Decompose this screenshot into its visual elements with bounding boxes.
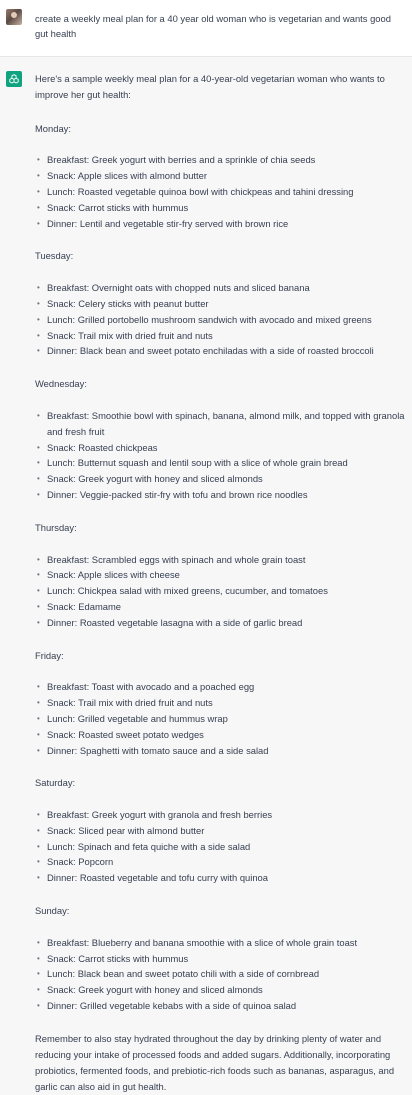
list-item: • Breakfast: Greek yogurt with berries and a sprinkle of chia seeds <box>35 152 407 168</box>
list-item: • Breakfast: Scrambled eggs with spinach and whole grain toast <box>35 552 407 568</box>
day-heading: Sunday: <box>35 905 70 917</box>
list-item: • Dinner: Roasted vegetable and tofu curry with quinoa <box>35 870 407 886</box>
day-heading: Thursday: <box>35 521 77 533</box>
list-item: • Snack: Roasted chickpeas <box>35 440 407 456</box>
list-item: • Lunch: Spinach and feta quiche with a side salad <box>35 839 407 855</box>
list-item: • Snack: Greek yogurt with honey and sliced almonds <box>35 982 407 998</box>
list-item: • Dinner: Spaghetti with tomato sauce and a side salad <box>35 743 407 759</box>
list-item: • Lunch: Black bean and sweet potato chili with a side of cornbread <box>35 966 407 982</box>
meal-list <box>35 408 407 503</box>
assistant-intro: Here's a sample weekly meal plan for a 40-year-old vegetarian woman who wants to improve her gut health: <box>35 73 385 100</box>
meal-list <box>35 280 407 359</box>
meal-list <box>35 552 407 631</box>
list-item: • Snack: Popcorn <box>35 854 407 870</box>
list-item: • Lunch: Grilled vegetable and hummus wrap <box>35 711 407 727</box>
list-item: • Dinner: Roasted vegetable lasagna with a side of garlic bread <box>35 615 407 631</box>
list-item: • Snack: Carrot sticks with hummus <box>35 951 407 967</box>
assistant-outro: Remember to also stay hydrated throughout the day by drinking plenty of water and reducing your intake of processed foods and added sugars. Additionally, incorporating probiotics, fermented foods, and prebiotic-rich foods such as bananas, asparagus, and garlic can also aid in gut health. <box>35 1032 395 1092</box>
list-item: • Breakfast: Blueberry and banana smoothie with a slice of whole grain toast <box>35 935 407 951</box>
list-item: • Snack: Trail mix with dried fruit and nuts <box>35 328 407 344</box>
list-item: • Dinner: Black bean and sweet potato enchiladas with a side of roasted broccoli <box>35 343 407 359</box>
list-item: • Snack: Apple slices with almond butter <box>35 168 407 184</box>
assistant-message <box>0 57 412 1092</box>
list-item: • Dinner: Grilled vegetable kebabs with a side of quinoa salad <box>35 998 407 1014</box>
list-item: • Snack: Greek yogurt with honey and sliced almonds <box>35 471 407 487</box>
day-heading: Tuesday: <box>35 250 74 262</box>
user-message <box>0 0 412 57</box>
list-item: • Dinner: Lentil and vegetable stir-fry served with brown rice <box>35 216 407 232</box>
day-heading: Wednesday: <box>35 378 87 390</box>
meal-list <box>35 935 407 1014</box>
list-item: • Snack: Roasted sweet potato wedges <box>35 727 407 743</box>
list-item: • Lunch: Butternut squash and lentil soup with a slice of whole grain bread <box>35 455 407 471</box>
meal-plan-days <box>35 121 407 1014</box>
user-avatar <box>6 9 22 25</box>
day-heading: Saturday: <box>35 777 76 789</box>
list-item: • Dinner: Veggie-packed stir-fry with tofu and brown rice noodles <box>35 487 407 503</box>
day-heading: Monday: <box>35 122 71 134</box>
list-item: • Snack: Celery sticks with peanut butter <box>35 296 407 312</box>
meal-list <box>35 807 407 886</box>
list-item: • Lunch: Chickpea salad with mixed greens, cucumber, and tomatoes <box>35 583 407 599</box>
list-item: • Breakfast: Smoothie bowl with spinach, banana, almond milk, and topped with granola and fresh fruit <box>35 408 407 440</box>
list-item: • Snack: Edamame <box>35 599 407 615</box>
list-item: • Lunch: Roasted vegetable quinoa bowl with chickpeas and tahini dressing <box>35 184 407 200</box>
user-message-text: create a weekly meal plan for a 40 year old woman who is vegetarian and wants good gut health <box>35 13 391 39</box>
list-item: • Breakfast: Greek yogurt with granola and fresh berries <box>35 807 407 823</box>
meal-list <box>35 679 407 758</box>
list-item: • Snack: Trail mix with dried fruit and nuts <box>35 695 407 711</box>
list-item: • Snack: Sliced pear with almond butter <box>35 823 407 839</box>
list-item: • Snack: Apple slices with cheese <box>35 567 407 583</box>
day-heading: Friday: <box>35 649 64 661</box>
openai-logo-icon <box>6 71 22 87</box>
list-item: • Lunch: Grilled portobello mushroom sandwich with avocado and mixed greens <box>35 312 407 328</box>
list-item: • Snack: Carrot sticks with hummus <box>35 200 407 216</box>
meal-list <box>35 152 407 231</box>
assistant-message-content <box>35 71 407 1095</box>
list-item: • Breakfast: Toast with avocado and a poached egg <box>35 679 407 695</box>
list-item: • Breakfast: Overnight oats with chopped nuts and sliced banana <box>35 280 407 296</box>
